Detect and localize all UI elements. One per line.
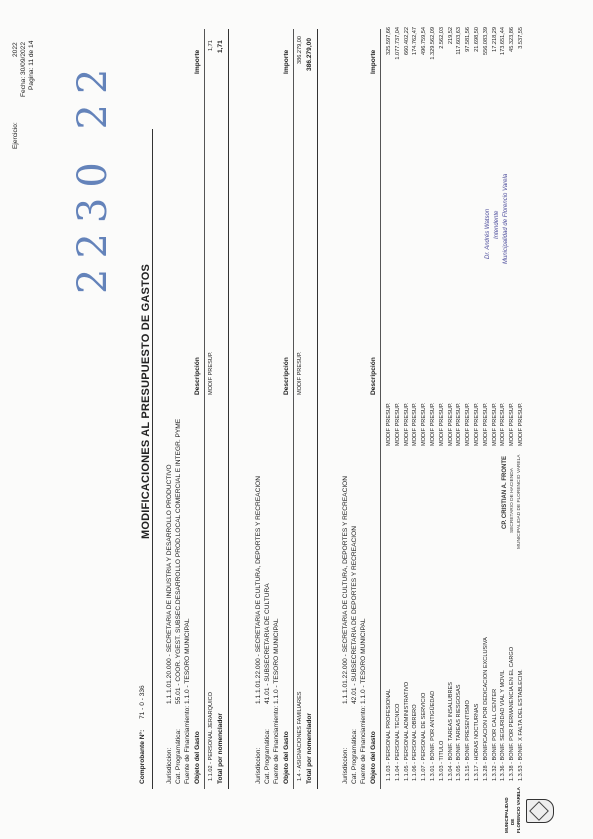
s3-row-descripcion: MODIF PRESUP.	[509, 402, 516, 446]
s1-fuente-value: 1.1.0 - TESORO MUNICIPAL	[184, 618, 191, 704]
s2-fuente-label: Fuente de Financiamiento:	[273, 705, 280, 784]
s3-row-codigo: 1.3.15 - BONIF. PRESENTISMO	[465, 700, 472, 781]
s3-row-codigo: 1.3.03 - TITULO	[438, 740, 445, 781]
signature-right-line-1: Dr. Andrés Watson	[485, 208, 491, 259]
s1-cat-value: 55.01 - COOR. YGEST. SUBSEC.DESARROLLO PROD.LOCAL COMERCIAL E INTEGR. PYME	[175, 418, 182, 704]
municipality-line-3: FLORENCIO VARELA	[516, 787, 521, 833]
s3-row-importe: 173.651,44	[500, 27, 507, 55]
s3-row-importe: 496.759,54	[421, 27, 428, 55]
ejercicio-value: 2022	[12, 42, 19, 57]
s3-row-codigo: 1.3.05 - BONIF. TAREAS RIESGOSAS	[456, 684, 463, 781]
s3-row-descripcion: MODIF PRESUP.	[430, 402, 436, 446]
s3-row-importe: 45.323,86	[509, 27, 516, 52]
s3-row-codigo: 1.1.04 - PERSONAL TECNICO	[394, 703, 401, 781]
s3-row-descripcion: MODIF PRESUP.	[500, 402, 507, 446]
s1-cat-label: Cat. Programática:	[175, 729, 182, 784]
s2-jurisdiccion-value: 1.1.1.01.22.000 - SECRETARIA DE CULTURA, DEPORTES Y RECREACION	[255, 475, 262, 704]
comprobante-label: Comprobante N°:	[139, 729, 146, 784]
s3-row-importe: 1.077.737,04	[394, 27, 401, 60]
divider	[293, 29, 294, 789]
s3-descripcion-label: Descripción	[370, 357, 377, 395]
s2-total-label: Total por nomenclador	[306, 713, 313, 784]
s3-jurisdiccion-value: 1.1.1.01.22.000 - SECRETARIA DE CULTURA, DEPORTES Y RECREACION	[342, 475, 349, 704]
signature-right-line-2: Intendente	[494, 210, 500, 239]
s3-row-codigo: 1.1.06 - PERSONAL OBRERO	[412, 704, 419, 781]
s3-row-descripcion: MODIF PRESUP.	[491, 402, 498, 446]
s2-objeto-label: Objeto del Gasto	[283, 731, 290, 784]
s3-row-importe: 117.603,63	[456, 27, 463, 55]
s3-row-codigo: 1.3.36 - BONIF. SEGURIDAD VIAL Y MOVIL	[500, 670, 507, 781]
s1-jurisdiccion-value: 1.1.1.01.20.000 - SECRETARIA DE INDUSTRIA Y DESARROLLO PRODUCTIVO	[166, 464, 173, 704]
s3-row-importe: 1.329.562,09	[430, 27, 436, 60]
divider	[228, 29, 229, 789]
s3-row-codigo: 1.3.53 - BONIF. X FALTA DEL ESTABLECIM.	[518, 669, 524, 781]
s2-row-importe: 386.279,00	[297, 36, 303, 64]
s3-row-importe: 17.218,29	[491, 27, 498, 52]
s2-cat-label: Cat. Programática:	[264, 729, 271, 784]
signature-right-line-3: Municipalidad de Florencio Varela	[503, 173, 509, 264]
s3-row-descripcion: MODIF PRESUP.	[465, 402, 472, 446]
s3-row-importe: 174.762,47	[412, 27, 419, 55]
divider	[380, 29, 381, 789]
s3-jurisdiccion-label: Jurisdiccion:	[342, 747, 349, 784]
s2-total-value: 386.279,00	[306, 37, 313, 71]
divider	[152, 129, 153, 789]
handwritten-stamp-number: 2230 22	[70, 58, 116, 294]
s3-row-descripcion: MODIF PRESUP.	[403, 402, 410, 446]
fecha-text: Fecha: 30/09/2022	[20, 42, 27, 97]
s3-row-descripcion: MODIF PRESUP.	[447, 402, 454, 446]
s3-row-codigo: 1.1.05 - PERSONAL ADMINISTRATIVO	[403, 681, 410, 781]
s3-row-descripcion: MODIF PRESUP.	[421, 402, 428, 446]
divider	[317, 29, 318, 789]
s3-fuente-label: Fuente de Financiamiento:	[360, 705, 367, 784]
s3-fuente-value: 1.1.0 - TESORO MUNICIPAL	[360, 618, 367, 704]
s3-row-importe: 21.698,50	[474, 27, 480, 52]
s3-row-codigo: 1.1.03 - PERSONAL PROFESIONAL	[386, 688, 392, 781]
s2-importe-label: Importe	[283, 49, 290, 74]
s2-descripcion-label: Descripción	[283, 357, 290, 395]
s3-row-codigo: 1.3.28 - BONIFICACION POR DEDICACION EXCLUSIVA	[482, 637, 489, 781]
municipality-line-2: DE	[510, 818, 515, 825]
s3-row-codigo: 1.3.32 - BONIF. POR CALL CENTER	[491, 688, 498, 781]
s1-total-value: 1,71	[217, 40, 224, 53]
s1-fuente-label: Fuente de Financiamiento:	[184, 705, 191, 784]
s3-row-importe: 97.581,56	[465, 27, 472, 52]
s1-total-label: Total por nomenclador	[217, 713, 224, 784]
s2-row-descripcion: MODIF PRESUP.	[297, 351, 303, 395]
s3-cat-label: Cat. Programática:	[351, 729, 358, 784]
ejercicio-label: Ejercicio:	[12, 122, 19, 149]
s3-cat-value: 42.01 - SUBSECRETARIA DE DEPORTES Y RECREACION	[351, 526, 358, 704]
divider	[204, 29, 205, 789]
s3-row-descripcion: MODIF PRESUP.	[474, 402, 480, 446]
s3-row-codigo: 1.3.38 - BONIF. POR PERMANENCIA EN EL CARGO	[509, 646, 516, 781]
s1-row-importe: 1,71	[208, 40, 214, 51]
s1-descripcion-label: Descripción	[194, 357, 201, 395]
municipal-seal-icon	[526, 799, 554, 823]
municipality-line-1: MUNICIPALIDAD	[504, 797, 509, 833]
s3-objeto-label: Objeto del Gasto	[370, 731, 377, 784]
s3-row-descripcion: MODIF PRESUP.	[456, 402, 463, 446]
s3-row-importe: 2.562,03	[438, 27, 445, 49]
s3-importe-label: Importe	[370, 49, 377, 74]
s1-row-codigo: 1.1.02 - PERSONAL JERARQUICO	[208, 691, 214, 781]
s3-row-codigo: 1.1.07 - PERSONAL DE SERVICIO	[421, 692, 428, 781]
s1-row-descripcion: MODIF PRESUP.	[208, 351, 214, 395]
s3-row-descripcion: MODIF PRESUP.	[482, 402, 489, 446]
s3-row-descripcion: MODIF PRESUP.	[386, 402, 392, 446]
signature-left-line-3: MUNICIPALIDAD DE FLORENCIO VARELA	[517, 454, 522, 549]
s3-row-importe: 325.597,66	[386, 27, 392, 55]
s3-row-importe: 219,52	[447, 27, 454, 45]
s2-fuente-value: 1.1.0 - TESORO MUNICIPAL	[273, 618, 280, 704]
s1-jurisdiccion-label: Jurisdiccion:	[166, 747, 173, 784]
signature-left-line-2: SECRETARIO DE HACIENDA	[510, 468, 515, 533]
s3-row-descripcion: MODIF PRESUP.	[412, 402, 419, 446]
s3-row-codigo: 1.3.04 - BONIF. TAREAS INSALUBRES	[447, 682, 454, 781]
comprobante-value: 71 - 0 - 336	[139, 685, 146, 719]
s3-row-importe: 3.537,55	[518, 27, 524, 49]
s2-row-codigo: 1.4 - ASIGNACIONES FAMILIARES	[297, 691, 303, 781]
s2-cat-value: 41.01 - SUBSECRETARIA DE CULTURA	[264, 583, 271, 704]
s2-jurisdiccion-label: Jurisdiccion:	[255, 747, 262, 784]
pagina-text: Pagina: 11 de 14	[28, 40, 35, 90]
s1-objeto-label: Objeto del Gasto	[194, 731, 201, 784]
signature-left-line-1: CP. CRISTIAN A. FRONTE	[502, 455, 508, 529]
s1-importe-label: Importe	[194, 49, 201, 74]
s3-row-importe: 556.083,39	[482, 27, 489, 55]
s3-row-descripcion: MODIF PRESUP.	[394, 402, 401, 446]
s3-row-importe: 660.402,22	[403, 27, 410, 55]
s3-row-descripcion: MODIF PRESUP.	[518, 402, 524, 446]
page-title: MODIFICACIONES AL PRESUPUESTO DE GASTOS	[140, 263, 152, 539]
s3-row-codigo: 1.3.17 - HORAS NOCTURNAS	[474, 703, 480, 781]
s3-row-descripcion: MODIF PRESUP.	[438, 402, 445, 446]
s3-row-codigo: 1.3.01 - BONIF. POR ANTIGÜEDAD	[430, 690, 436, 781]
